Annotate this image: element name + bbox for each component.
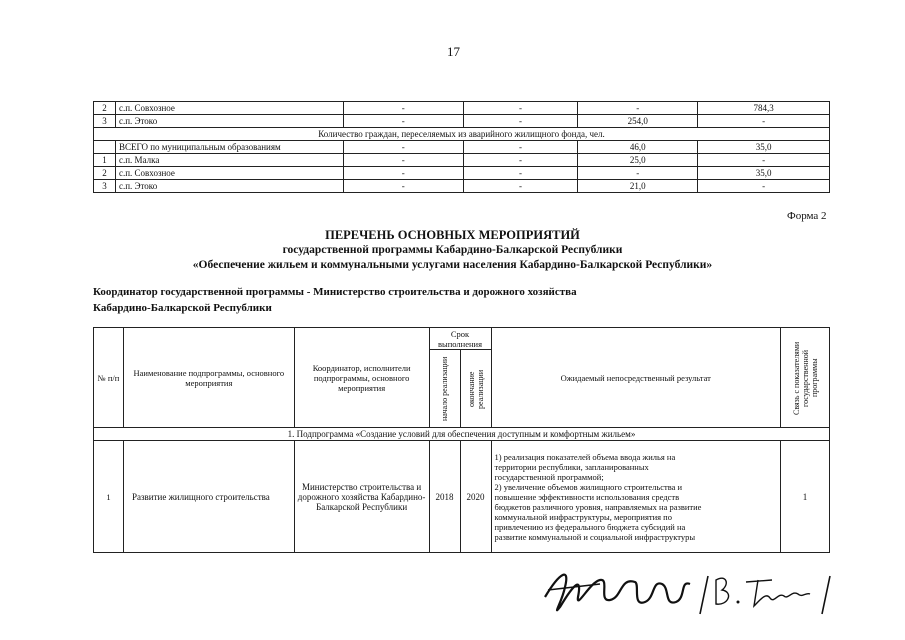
row-link: 1 xyxy=(781,441,830,553)
page-number: 17 xyxy=(447,44,460,59)
section-heading-row xyxy=(94,128,830,141)
coordinator-line-2: Кабардино-Балкарской Республики xyxy=(93,302,272,314)
row-value-4: 784,3 xyxy=(698,102,830,115)
row-value-4: 35,0 xyxy=(698,167,830,180)
row-municipality: с.п. Совхозное xyxy=(115,167,343,180)
result-line: территории республики, запланированных xyxy=(494,461,649,472)
top-table-body xyxy=(94,102,830,193)
row-value-2: - xyxy=(463,115,578,128)
table-row xyxy=(94,115,830,128)
result-line: 2) увеличение объемов жилищного строительства и xyxy=(494,481,683,492)
row-num: 2 xyxy=(94,167,116,180)
row-municipality: с.п. Совхозное xyxy=(115,102,343,115)
table-row xyxy=(94,180,830,193)
result-line: развитие коммунальной и социальной инфраструктуры xyxy=(494,531,696,542)
row-result xyxy=(491,441,781,553)
header-end-text: окончание реализации xyxy=(466,368,485,409)
form-label: Форма 2 xyxy=(787,210,827,222)
total-row xyxy=(94,141,830,154)
result-lines xyxy=(495,452,778,542)
signature xyxy=(540,562,840,627)
row-value-2: - xyxy=(463,180,578,193)
result-line: повышение эффективности использования средств xyxy=(494,491,680,502)
row-num: 3 xyxy=(94,180,116,193)
total-value-1: - xyxy=(343,141,463,154)
row-value-3: - xyxy=(578,102,698,115)
result-line: коммунальной инфраструктуры, мероприятия по xyxy=(494,511,672,522)
header-start xyxy=(429,350,460,428)
row-value-4: - xyxy=(698,115,830,128)
row-num: 1 xyxy=(94,441,124,553)
row-value-2: - xyxy=(463,154,578,167)
total-value-2: - xyxy=(463,141,578,154)
row-value-4: - xyxy=(698,180,830,193)
row-value-3: - xyxy=(578,167,698,180)
heading-line-3: «Обеспечение жильем и коммунальными услугами населения Кабардино-Балкарской Республики» xyxy=(192,259,713,271)
header-end xyxy=(460,350,491,428)
total-value-3: 46,0 xyxy=(578,141,698,154)
row-start: 2018 xyxy=(429,441,460,553)
coordinator-line-1: Координатор государственной программы - Министерство строительства и дорожного хозяйства xyxy=(93,286,577,298)
header-result: Ожидаемый непосредственный результат xyxy=(491,328,781,428)
row-value-1: - xyxy=(343,115,463,128)
total-value-4: 35,0 xyxy=(698,141,830,154)
heading-line-1: ПЕРЕЧЕНЬ ОСНОВНЫХ МЕРОПРИЯТИЙ xyxy=(325,228,580,242)
row-name: Развитие жилищного строительства xyxy=(123,441,294,553)
row-value-4: - xyxy=(698,154,830,167)
row-num: 3 xyxy=(94,115,116,128)
row-municipality: с.п. Этоко xyxy=(115,180,343,193)
result-line: государственной программой; xyxy=(494,471,604,482)
total-label: ВСЕГО по муниципальным образованиям xyxy=(115,141,343,154)
result-line: бюджетов различного уровня, направляемых на развитие xyxy=(494,501,702,512)
row-value-3: 25,0 xyxy=(578,154,698,167)
subprogram-row: 1. Подпрограмма «Создание условий для обеспечения доступным и комфортным жильем» xyxy=(94,428,830,441)
header-link-text: Связь с показателями государственной программы xyxy=(791,340,819,415)
section-heading: Количество граждан, переселяемых из аварийного жилищного фонда, чел. xyxy=(94,128,830,141)
row-value-1: - xyxy=(343,167,463,180)
row-municipality: с.п. Этоко xyxy=(115,115,343,128)
result-line: привлечению из федерального бюджета субсидий на xyxy=(494,521,686,532)
row-value-1: - xyxy=(343,180,463,193)
header-start-text: начало реализации xyxy=(440,356,450,421)
header-num: № п/п xyxy=(94,328,124,428)
total-num xyxy=(94,141,116,154)
row-municipality: с.п. Малка xyxy=(115,154,343,167)
row-num: 2 xyxy=(94,102,116,115)
row-value-3: 21,0 xyxy=(578,180,698,193)
table-row xyxy=(94,154,830,167)
table-row xyxy=(94,102,830,115)
result-line: 1) реализация показателей объема ввода жилья на xyxy=(494,451,676,462)
header-term: Срок выполнения xyxy=(429,328,491,350)
row-value-1: - xyxy=(343,154,463,167)
table-row xyxy=(94,167,830,180)
top-table xyxy=(93,101,830,193)
header-name: Наименование подпрограммы, основного мероприятия xyxy=(123,328,294,428)
main-table xyxy=(93,327,830,553)
row-value-2: - xyxy=(463,167,578,180)
row-coordinator: Министерство строительства и дорожного хозяйства Кабардино-Балкарской Республики xyxy=(294,441,429,553)
row-value-2: - xyxy=(463,102,578,115)
row-num: 1 xyxy=(94,154,116,167)
signature-image xyxy=(540,562,840,622)
header-link xyxy=(781,328,830,428)
heading-line-2: государственной программы Кабардино-Балкарской Республики xyxy=(282,244,623,256)
row-value-3: 254,0 xyxy=(578,115,698,128)
row-end: 2020 xyxy=(460,441,491,553)
header-coordinator: Координатор, исполнители подпрограммы, основного мероприятия xyxy=(294,328,429,428)
row-value-1: - xyxy=(343,102,463,115)
